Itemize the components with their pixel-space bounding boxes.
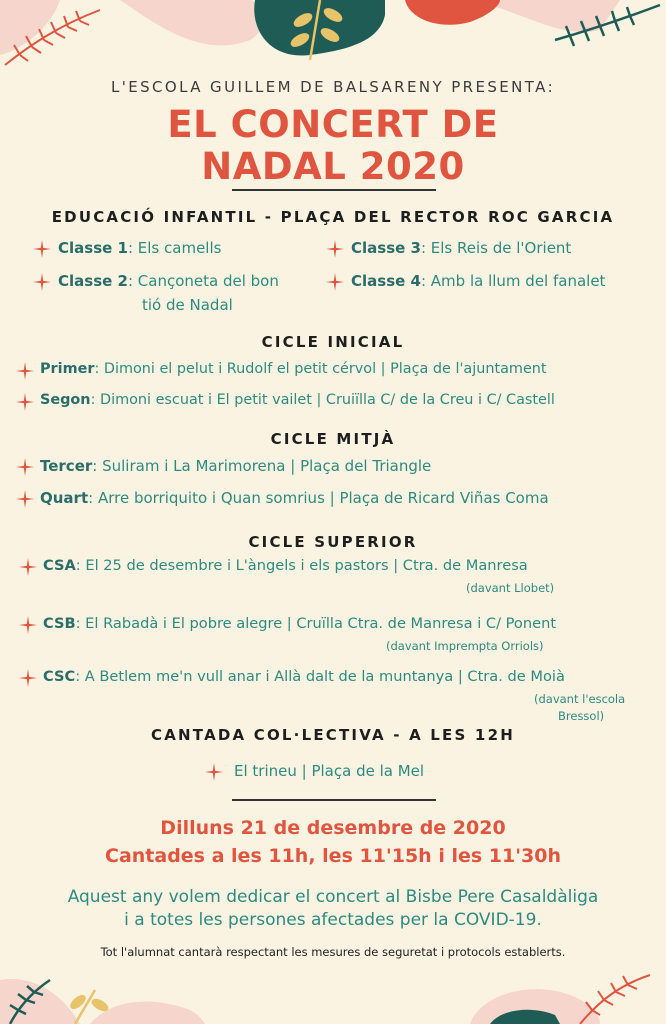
sparkle-icon [16,458,34,476]
title-line-1: EL CONCERT DE [167,103,499,146]
section-heading-superior: CICLE SUPERIOR [248,533,418,551]
section-heading-infantil: EDUCACIÓ INFANTIL - PLAÇA DEL RECTOR ROC GARCIA [51,208,615,226]
mitja-item-2: Quart: Arre borriquito i Quan somrius | Plaça de Ricard Viñas Coma [40,489,549,507]
sparkle-icon [19,558,37,576]
sparkle-icon [16,362,34,380]
red-blob-shape [405,0,500,25]
footnote: Tot l'alumnat cantarà respectant les mesures de seguretat i protocols establerts. [100,945,566,959]
times-line: Cantades a les 11h, les 11'15h i les 11'30h [105,845,561,867]
title-line-2: NADAL 2020 [201,145,465,188]
superior-item-csb: CSB: El Rabadà i El pobre alegre | Cruïlla Ctra. de Manresa i C/ Ponent [43,615,557,632]
inicial-item-2: Segon: Dimoni escuat i El petit vailet | Cruiïlla C/ de la Creu i C/ Castell [40,392,555,408]
collectiva-item: El trineu | Plaça de la Mel [234,762,425,780]
infantil-item-4: Classe 4: Amb la llum del fanalet [351,272,606,290]
sparkle-icon [33,273,51,291]
superior-item-csc: CSC: A Betlem me'n vull anar i Allà dalt de la muntanya | Ctra. de Moià [43,668,565,685]
sparkle-icon [326,240,344,258]
section-heading-mitja: CICLE MITJÀ [270,430,396,448]
superior-item-csa-note: (davant Llobet) [466,581,555,595]
inicial-item-1: Primer: Dimoni el pelut i Rudolf el petit cérvol | Plaça de l'ajuntament [40,361,547,377]
date-line: Dilluns 21 de desembre de 2020 [160,817,506,839]
superior-item-csc-note: (davant l'escola [534,692,626,706]
infantil-item-2-cont: tió de Nadal [142,296,233,314]
sparkle-icon [326,273,344,291]
superior-item-csa: CSA: El 25 de desembre i L'àngels i els pastors | Ctra. de Manresa [43,557,528,574]
dedication-line-1: Aquest any volem dedicar el concert al Bisbe Pere Casaldàliga [67,887,599,907]
sparkle-icon [33,240,51,258]
infantil-item-3: Classe 3: Els Reis de l'Orient [351,239,572,257]
section-heading-collectiva: CANTADA COL·LECTIVA - A LES 12H [151,726,515,744]
superior-item-csc-note-2: Bressol) [558,709,605,723]
mitja-item-1: Tercer: Suliram i La Marimorena | Plaça del Triangle [40,457,432,475]
sparkle-icon [19,669,37,687]
sparkle-icon [16,490,34,508]
section-heading-inicial: CICLE INICIAL [261,333,405,351]
infantil-item-2: Classe 2: Cançoneta del bon [58,272,279,290]
divider-top [232,189,436,191]
pink-blob-shape [90,1002,205,1024]
divider-bottom [232,799,436,801]
sparkle-icon [19,616,37,634]
dedication-line-2: i a totes les persones afectades per la COVID-19. [124,910,542,930]
infantil-item-1: Classe 1: Els camells [58,239,222,257]
presenter-line: L'ESCOLA GUILLEM DE BALSARENY PRESENTA: [110,78,556,96]
pink-blob-shape [120,0,262,45]
decor-top [0,0,666,90]
superior-item-csb-note: (davant Imprempta Orriols) [386,639,544,653]
sparkle-icon [205,763,223,781]
sparkle-icon [16,393,34,411]
